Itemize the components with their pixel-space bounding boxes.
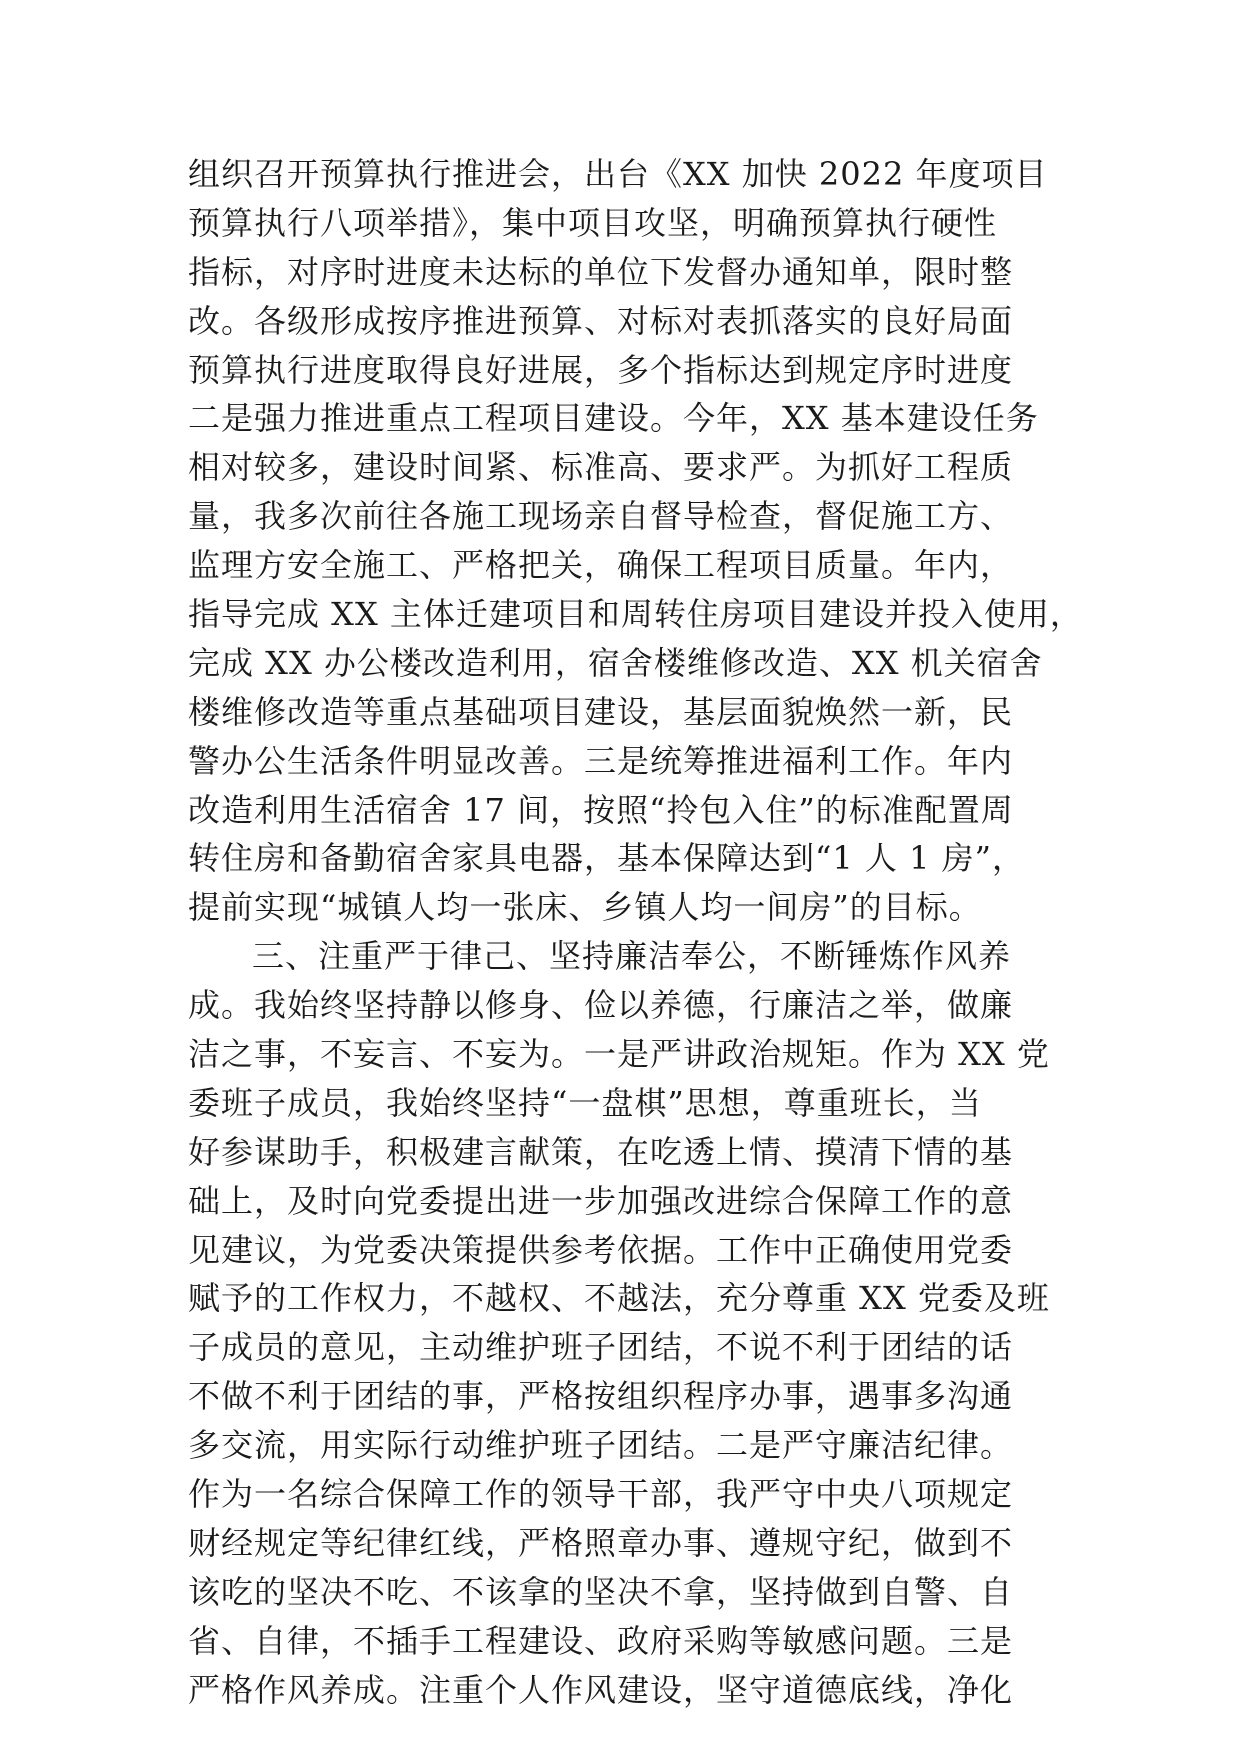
text-line: 相对较多，建设时间紧、标准高、要求严。为抓好工程质 bbox=[188, 448, 1014, 487]
text-line: 二是强力推进重点工程项目建设。今年，XX 基本建设任务 bbox=[188, 399, 1039, 438]
text-line: 组织召开预算执行推进会，出台《XX 加快 2022 年度项目 bbox=[188, 155, 1048, 193]
text-line: 委班子成员，我始终坚持“一盘棋”思想，尊重班长，当 bbox=[188, 1083, 982, 1122]
text-line: 预算执行进度取得良好进展，多个指标达到规定序时进度 bbox=[188, 350, 1014, 389]
text-line: 警办公生活条件明显改善。三是统筹推进福利工作。年内 bbox=[188, 741, 1014, 780]
text-line: 不做不利于团结的事，严格按组织程序办事，遇事多沟通 bbox=[188, 1377, 1014, 1416]
text-line: 子成员的意见，主动维护班子团结，不说不利于团结的话 bbox=[188, 1328, 1014, 1367]
text-line: 完成 XX 办公楼改造利用，宿舍楼维修改造、XX 机关宿舍 bbox=[188, 643, 1043, 682]
text-line: 础上，及时向党委提出进一步加强改进综合保障工作的意 bbox=[188, 1181, 1014, 1220]
text-line: 量，我多次前往各施工现场亲自督导检查，督促施工方、 bbox=[188, 497, 1014, 536]
text-line: 三、注重严于律己、坚持廉洁奉公，不断锤炼作风养 bbox=[252, 937, 1012, 976]
text-line: 楼维修改造等重点基础项目建设，基层面貌焕然一新，民 bbox=[188, 692, 1014, 731]
text-line: 成。我始终坚持静以修身、俭以养德，行廉洁之举，做廉 bbox=[188, 986, 1014, 1025]
text-line: 该吃的坚决不吃、不该拿的坚决不拿，坚持做到自警、自 bbox=[188, 1572, 1014, 1611]
text-line: 提前实现“城镇人均一张床、乡镇人均一间房”的目标。 bbox=[188, 888, 982, 927]
text-line: 作为一名综合保障工作的领导干部，我严守中央八项规定 bbox=[188, 1475, 1014, 1514]
text-line: 改。各级形成按序推进预算、对标对表抓落实的良好局面 bbox=[188, 301, 1014, 340]
text-line: 省、自律，不插手工程建设、政府采购等敏感问题。三是 bbox=[188, 1621, 1014, 1660]
text-line: 转住房和备勤宿舍家具电器，基本保障达到“1 人 1 房”， bbox=[188, 839, 1025, 878]
text-line: 见建议，为党委决策提供参考依据。工作中正确使用党委 bbox=[188, 1230, 1014, 1269]
text-line: 指标，对序时进度未达标的单位下发督办通知单，限时整 bbox=[188, 252, 1014, 291]
document-body bbox=[188, 150, 1088, 1715]
text-line: 洁之事，不妄言、不妄为。一是严讲政治规矩。作为 XX 党 bbox=[188, 1035, 1050, 1074]
text-line: 监理方安全施工、严格把关，确保工程项目质量。年内， bbox=[188, 546, 1014, 585]
text-line: 多交流，用实际行动维护班子团结。二是严守廉洁纪律。 bbox=[188, 1426, 1014, 1465]
text-line: 严格作风养成。注重个人作风建设，坚守道德底线，净化 bbox=[188, 1670, 1014, 1709]
text-line: 预算执行八项举措》，集中项目攻坚，明确预算执行硬性 bbox=[188, 203, 998, 242]
text-line: 赋予的工作权力，不越权、不越法，充分尊重 XX 党委及班 bbox=[188, 1279, 1050, 1318]
text-line: 改造利用生活宿舍 17 间，按照“拎包入住”的标准配置周 bbox=[188, 790, 1014, 829]
text-line: 财经规定等纪律红线，严格照章办事、遵规守纪，做到不 bbox=[188, 1523, 1014, 1562]
text-line: 指导完成 XX 主体迁建项目和周转住房项目建设并投入使用， bbox=[188, 595, 1083, 634]
text-line: 好参谋助手，积极建言献策，在吃透上情、摸清下情的基 bbox=[188, 1132, 1014, 1171]
